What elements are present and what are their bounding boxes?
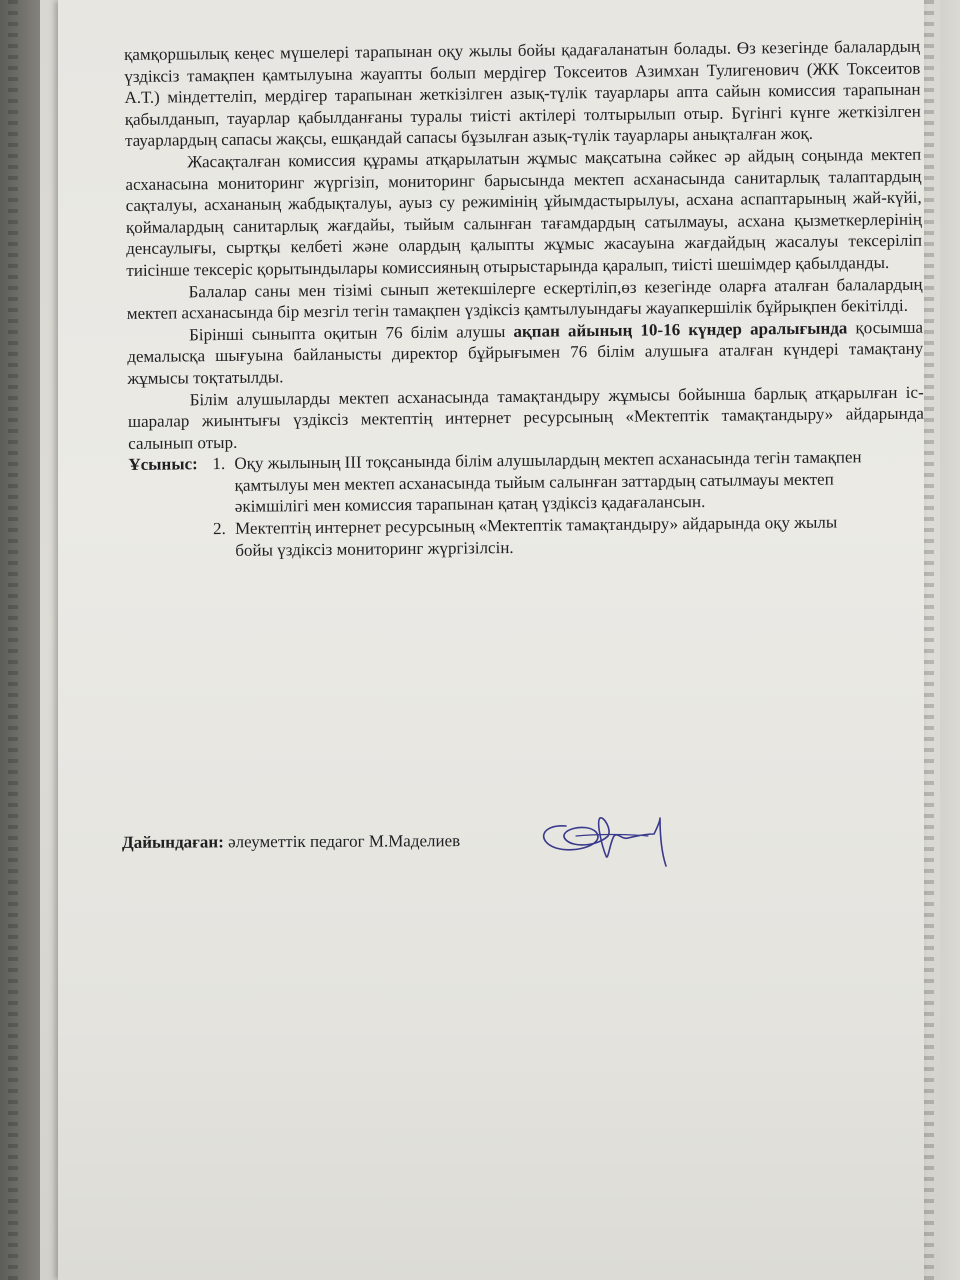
- paragraph-5: Білім алушыларды мектеп асханасында тамақтандыру жұмысы бойынша барлық атқарылған іс-шаралар жиынтығы үздіксіз мектептің интернет ресурсының «Мектептік тамақтандыру» айдарында салынып отыр.: [127, 382, 925, 453]
- recommendation-number: 1.: [212, 454, 226, 474]
- paragraph-2: Жасақталған комиссия құрамы атқарылатын жұмыс мақсатына сәйкес әр айдың соңында мектеп асханасына мониторинг жүргізіп, мониторинг барысында мектеп асханасында санитарлық талаптардың сақталуы, асхананың жабдықталуы, ауыз су режимінің ұйымдастырылуы, асхана аспаптарының жай-күйі, қоймалардың санитарлық жағдайы, тыйым салынған тағамдардың сатылмауы, асхана қызметкерлерінің денсаулығы, сыртқы келбеті және олардың қалыпты жұмыс жасауына жағдайдың жасалуы тексеріліп тиісінше тексеріс қорытындылары комиссияның отырыстарында қаралып, тиісті шешімдер қабылданды.: [125, 144, 923, 280]
- recommendation-item: [213, 511, 925, 562]
- paragraph-4-bold-dates: ақпан айының 10-16 күндер аралығында: [513, 318, 848, 341]
- paragraph-4: [127, 316, 924, 389]
- left-edge-shadow: [8, 0, 18, 1280]
- prepared-by-label: Дайындаған:: [121, 832, 224, 852]
- paragraph-4-part-1: Бірінші сыныпта оқитын 76 білім алушы: [188, 321, 514, 345]
- document-body: [124, 36, 925, 563]
- recommendation-text: Оқу жылының ІІІ тоқсанында білім алушылардың мектеп асханасында тегін тамақпен қамтылуы мен мектеп асханасында тыйым салынған заттардың сатылмауы мектеп әкімшілігі мен комиссия тарапынан қатаң үздіксіз қадағалансын.: [234, 447, 862, 517]
- signature-image: [536, 796, 696, 876]
- recommendation-text: Мектептің интернет ресурсының «Мектептік тамақтандыру» айдарында оқу жылы бойы үздіксіз мониторинг жүргізілсін.: [234, 512, 838, 560]
- right-edge-shadow: [924, 0, 934, 1280]
- prepared-by-name: әлеуметтік педагог М.Маделиев: [223, 831, 461, 852]
- paragraph-1: қамқоршылық кеңес мүшелері тарапынан оқу жылы бойы қадағаланатын болады. Өз кезегінде балалардың үздіксіз тамақпен қамтылуына жауапты болып мердігер Токсеитов Азимхан Тулигенович (ЖК Токсеитов А.Т.) міндеттеліп, мердігер тарапынан жеткізілген азық-түлік тауарлары апта сайын комиссия тарапынан қабылданып, тауарлар қабылданғаны туралы тиісті актілері толтырылып отыр. Бүгінгі күнге жеткізілген тауарлардың сапасы жақсы, ешқандай сапасы бұзылған азық-түлік тауарлары анықталған жоқ.: [124, 36, 921, 151]
- paragraph-4-part-2: қосымша демалысқа шығуына байланысты директор бұйрығымен 76 білім алушыға аталған күндері тамақтану жұмысы тоқтатылды.: [127, 317, 924, 388]
- recommendation-section: [128, 446, 925, 562]
- recommendation-item: [212, 446, 925, 518]
- prepared-by: [122, 831, 460, 853]
- recommendation-list: [212, 446, 925, 561]
- paragraph-3: Балалар саны мен тізімі сынып жетекшілерге ескертіліп,өз кезегінде оларға аталған балалардың мектеп асханасында бір мезгіл тегін тамақпен үздіксіз қамтылуындағы жауапкершілік бұйрықпен бекітілді.: [126, 274, 923, 324]
- recommendation-number: 2.: [212, 519, 226, 539]
- recommendation-label: Ұсыныс:: [128, 454, 198, 475]
